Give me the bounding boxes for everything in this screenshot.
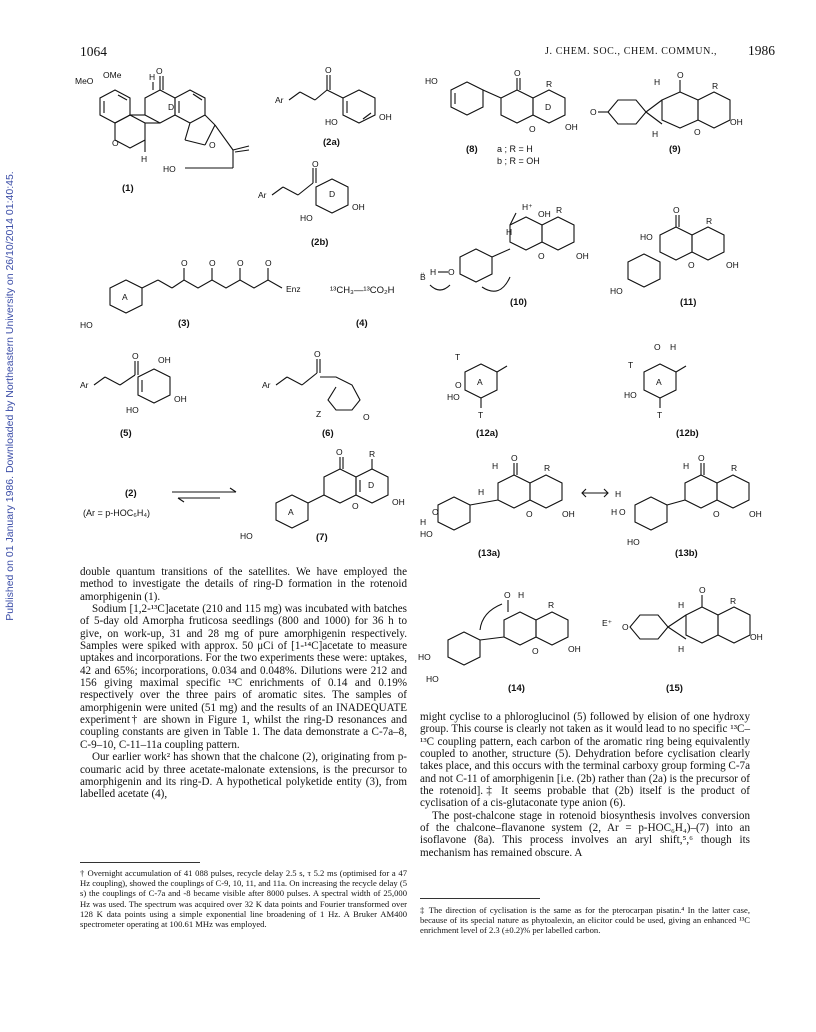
atom-label: H <box>615 489 622 499</box>
label-13a: (13a) <box>478 548 501 559</box>
atom-label: OH <box>562 509 575 519</box>
atom-label: O <box>538 251 545 261</box>
atom-label: HO <box>627 537 640 547</box>
atom-label: D <box>329 189 336 199</box>
atom-label: E⁺ <box>602 618 613 628</box>
atom-label: H <box>518 590 525 600</box>
atom-label: H <box>654 77 661 87</box>
label-12a: (12a) <box>476 428 499 439</box>
atom-label: O <box>699 585 706 595</box>
atom-label: H <box>670 342 677 352</box>
atom-label: HO <box>426 674 439 684</box>
atom-label: H <box>611 507 618 517</box>
label-14: (14) <box>508 683 525 694</box>
label-4: (4) <box>356 318 368 329</box>
atom-label: H⁺ <box>522 202 533 212</box>
structure-10 <box>420 195 605 305</box>
atom-label: H <box>678 644 685 654</box>
atom-label: O <box>526 509 533 519</box>
atom-label: OH <box>750 632 763 642</box>
atom-label: O <box>532 646 539 656</box>
journal-title: J. CHEM. SOC., CHEM. COMMUN., <box>545 46 718 57</box>
atom-label: HO <box>240 531 253 541</box>
label-6: (6) <box>322 428 334 439</box>
atom-label: R <box>706 216 713 226</box>
label-7: (7) <box>316 532 328 543</box>
atom-label: O <box>312 159 319 169</box>
label-3: (3) <box>178 318 190 329</box>
atom-label: O <box>448 267 455 277</box>
atom-label: O <box>694 127 701 137</box>
paragraph: Our earlier work² has shown that the chalcone (2), originating from p-coumaric acid by three acetate-malonate extensions, is the precursor to amorphigenin and its ring-D. A hypothetical polyketide entity (3), from labelled acetate (4), <box>80 751 407 801</box>
atom-label: O <box>363 412 370 422</box>
atom-label: O <box>677 70 684 80</box>
label-15: (15) <box>666 683 683 694</box>
atom-label: HO <box>624 390 637 400</box>
atom-label: O <box>336 447 343 457</box>
ring-d-label: D <box>168 102 175 112</box>
structure-1-amorphigenin <box>75 66 255 195</box>
atom-label: H <box>652 129 659 139</box>
atom-label: O <box>237 258 244 268</box>
structure-5-phloroglucinol <box>80 351 230 425</box>
atom-label: T <box>657 410 663 420</box>
structure-13b <box>605 455 765 545</box>
atom-label: OH <box>568 644 581 654</box>
label-5: (5) <box>120 428 132 439</box>
atom-label: A <box>656 377 662 387</box>
equilibrium-arrow <box>172 488 242 502</box>
atom-label: OH <box>576 251 589 261</box>
atom-label: O <box>314 349 321 359</box>
atom-label: HO <box>325 117 338 127</box>
ome-label: OMe <box>103 70 122 80</box>
label-1: (1) <box>122 183 134 194</box>
atom-label: O <box>590 107 597 117</box>
atom-label: T <box>628 360 634 370</box>
label-2-arrow: (2) <box>125 488 137 499</box>
h-bottom-label: H <box>141 154 148 164</box>
atom-label: R <box>546 79 553 89</box>
structure-14 <box>418 590 588 685</box>
atom-label: OH <box>352 202 365 212</box>
atom-label: O <box>529 124 536 134</box>
atom-label: Ar <box>275 95 284 105</box>
footnote-double-dagger: ‡ The direction of cyclisation is the same as for the pterocarpan pisatin.⁴ In the latter case, because of its special nature as phytoalexin, an elicitor could be used, giving an enhanced ¹³C enrichment level of 2.3 (±0.2)% per labelled carbon. <box>420 905 750 936</box>
footnote-rule-left <box>80 862 200 863</box>
atom-label: R <box>544 463 551 473</box>
atom-label: R <box>548 600 555 610</box>
atom-label: O <box>713 509 720 519</box>
atom-label: H <box>506 227 513 237</box>
atom-label: Z <box>316 409 322 419</box>
atom-label: O <box>654 342 661 352</box>
structure-11 <box>610 205 760 300</box>
label-8b: b ; R = OH <box>497 156 540 166</box>
atom-label: O <box>352 501 359 511</box>
meo-label: MeO <box>75 76 94 86</box>
structure-2a <box>275 65 415 140</box>
atom-label: HO <box>447 392 460 402</box>
atom-label: HO <box>80 320 93 330</box>
atom-label: OH <box>158 355 171 365</box>
atom-label: A <box>122 292 128 302</box>
atom-label: H <box>478 487 485 497</box>
atom-label: OH <box>538 209 551 219</box>
atom-label: O <box>619 507 626 517</box>
label-11: (11) <box>680 297 697 308</box>
atom-label: O <box>688 260 695 270</box>
structure-15 <box>600 585 763 680</box>
atom-label: D <box>545 102 552 112</box>
atom-label: H <box>430 267 437 277</box>
paragraph: double quantum transitions of the satellites. We have employed the method to investigate the details of ring-D formation in the rotenoid amorphigenin (1). <box>80 566 407 603</box>
atom-label: OH <box>730 117 743 127</box>
atom-label: O <box>622 622 629 632</box>
atom-label: O <box>265 258 272 268</box>
ho-label: HO <box>163 164 176 174</box>
atom-label: Enz <box>286 284 301 294</box>
atom-label: Ar <box>258 190 267 200</box>
atom-label: H <box>678 600 685 610</box>
atom-label: Ar <box>262 380 271 390</box>
label-10: (10) <box>510 297 527 308</box>
o-ring-label: O <box>112 138 119 148</box>
journal-year: 1986 <box>748 43 775 58</box>
label-8a: a ; R = H <box>497 144 533 154</box>
atom-label: R <box>712 81 719 91</box>
atom-label: HO <box>126 405 139 415</box>
page-number: 1064 <box>80 44 107 59</box>
atom-label: OH <box>565 122 578 132</box>
label-12b: (12b) <box>676 428 699 439</box>
label-9: (9) <box>669 144 681 155</box>
atom-label: O <box>673 205 680 215</box>
atom-label: H <box>420 517 427 527</box>
atom-label: T <box>455 352 461 362</box>
download-watermark: Published on 01 January 1986. Downloaded by Northeastern University on 26/10/2014 01:40:45. <box>4 171 16 621</box>
atom-label: HO <box>610 286 623 296</box>
acetate-formula: ¹³CH₃—¹³CO₂H <box>330 285 395 296</box>
atom-label: R <box>731 463 738 473</box>
atom-label: OH <box>749 509 762 519</box>
label-2b: (2b) <box>311 237 329 248</box>
atom-label: R <box>369 449 376 459</box>
atom-label: OH <box>726 260 739 270</box>
atom-label: OH <box>174 394 187 404</box>
right-column-text <box>420 711 750 859</box>
structure-2b <box>258 159 408 235</box>
atom-label: O <box>504 590 511 600</box>
atom-label: HO <box>300 213 313 223</box>
atom-label: T <box>478 410 484 420</box>
atom-label: O <box>209 258 216 268</box>
atom-label: D <box>368 480 375 490</box>
atom-label: O <box>698 453 705 463</box>
atom-label: OH <box>379 112 392 122</box>
footnote-rule-right <box>420 898 540 899</box>
atom-label: B̈ <box>420 272 426 282</box>
atom-label: R <box>730 596 737 606</box>
ar-definition: (Ar = p-HOC₆H₄) <box>83 508 151 518</box>
atom-label: Ar <box>80 380 89 390</box>
atom-label: HO <box>640 232 653 242</box>
atom-label: O <box>511 453 518 463</box>
atom-label: OH <box>392 497 405 507</box>
h-label: H <box>149 72 156 82</box>
o-furan-label: O <box>209 140 216 150</box>
atom-label: A <box>477 377 483 387</box>
paragraph: The post-chalcone stage in rotenoid biosynthesis involves conversion of the chalcone–flavanone system (2, Ar = p-HOC₆H₄)–(7) into an isoflavone (8a). This process involves an aryl shift,⁵,⁶ though its mechanism has remained obscure. A <box>420 809 750 859</box>
paragraph: might cyclise to a phloroglucinol (5) followed by elision of one hydroxy group. This course is clearly not taken as it would lead to no specific ¹³C–¹³C coupling pattern, each carbon of the aromatic ring being equivalently coupled to another, structure (5). Dehydration before cyclisation clearly takes place, and this occurs with the terminal carboxy group forming C-7a and not C-11 of amorphigenin [i.e. (2b) rather than (2a) is the precursor of the rotenoid].‡ It seems probable that (2b) itself is the product of cyclisation of a cis-glutaconate type anion (6). <box>420 711 750 810</box>
atom-label: O <box>514 68 521 78</box>
atom-label: H <box>492 461 499 471</box>
atom-label: H <box>683 461 690 471</box>
label-2a: (2a) <box>323 137 340 148</box>
o-label: O <box>156 66 163 76</box>
atom-label: HO <box>425 76 438 86</box>
atom-label: O <box>132 351 139 361</box>
atom-label: HO <box>418 652 431 662</box>
atom-label: A <box>288 507 294 517</box>
atom-label: R <box>556 205 563 215</box>
structure-6-glutaconate <box>262 349 392 425</box>
structure-12b <box>620 340 730 425</box>
structure-13a <box>418 455 578 540</box>
label-13b: (13b) <box>675 548 698 559</box>
structure-8-isoflavone <box>425 68 578 145</box>
atom-label: O <box>455 380 462 390</box>
structure-3-polyketide <box>80 260 325 330</box>
structure-9-spiro <box>590 70 750 145</box>
footnote-dagger: † Overnight accumulation of 41 088 pulses, recycle delay 2.5 s, τ 5.2 ms (optimised for a 47 Hz coupling), showed the couplings of C-9, 10, 11, and 11a. On increasing the recycle delay (5 s) the couplings of C-7a and -8 became visible after 8000 pulses. A spectral width of 25,000 Hz was used. The spectrum was acquired over 32 K data points and Fourier transformed over 128 K data points using a simple exponential line broadening of 1 Hz. A Bruker AM400 spectrometer operating at 100.61 MHz was employed. <box>80 868 407 930</box>
atom-label: O <box>325 65 332 75</box>
left-column-text <box>80 566 407 801</box>
label-8: (8) <box>466 144 478 155</box>
structure-12a <box>445 350 545 425</box>
paragraph: Sodium [1,2-¹³C]acetate (210 and 115 mg) was incubated with batches of 5-day old Amorpha fruticosa seedlings (800 and 1000) for 36 h to give, on work-up, 31 and 28 mg of pure amorphigenin respectively. Samples were spiked with approx. 50 μCi of [1-¹⁴C]acetate to measure uptakes and incorporations. For the two experiments these were: uptakes, 42 and 65%; incorporations, 0.034 and 0.048%. Dilutions were 212 and 156 giving maximal specific ¹³C enrichments of 0.14 and 0.19% respectively over the three pairs of aromatic sites. The samples of amorphigenin were united (51 mg) and the results of an INADEQUATE experiment† are shown in Figure 1, whilst the ring-D resonances and coupling constants are given in Table 1. The data demonstrate a C-7a–8, C-9–10, C-11–11a coupling pattern. <box>80 603 407 751</box>
atom-label: O <box>181 258 188 268</box>
atom-label: O <box>432 507 439 517</box>
atom-label: HO <box>420 529 433 539</box>
